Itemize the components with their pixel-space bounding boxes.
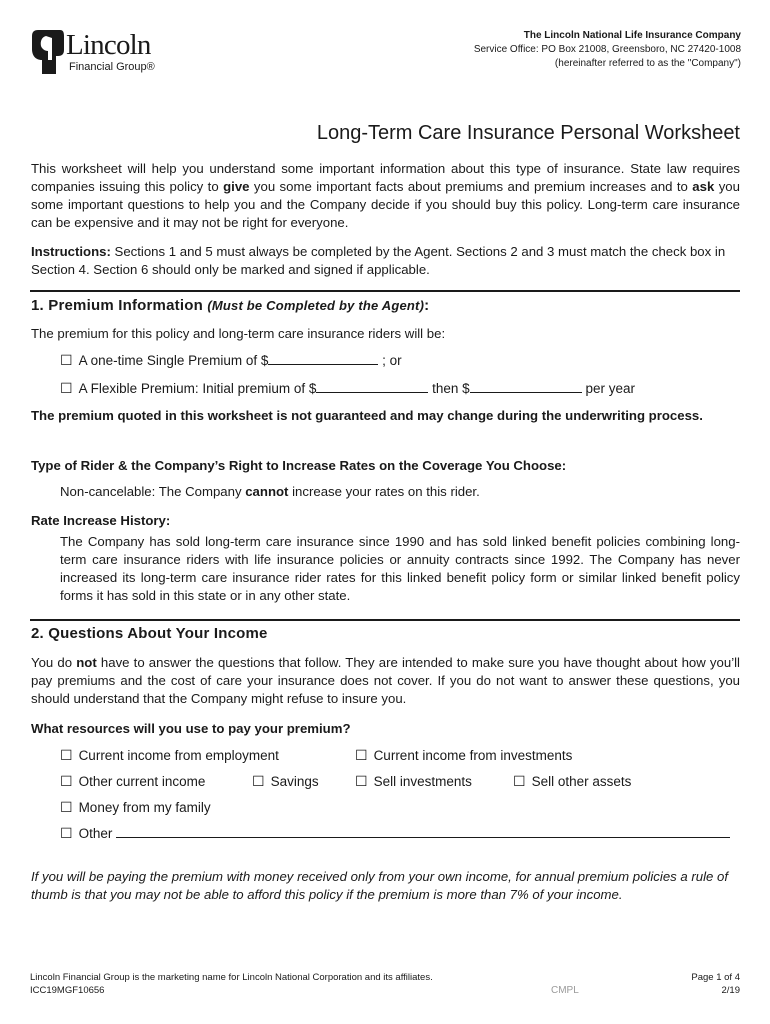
- instructions-text: Sections 1 and 5 must always be completed by the Agent. Sections 2 and 3 must match the check box in Section 4. Section 6 should only be marked and signed if applicable.: [31, 244, 726, 277]
- intro-give: give: [223, 179, 250, 194]
- resources-question: What resources will you use to pay your premium?: [31, 721, 351, 736]
- income-intro: [31, 654, 740, 708]
- option-investment-income[interactable]: [355, 747, 572, 764]
- sell-assets-label: Sell other assets: [531, 774, 632, 789]
- footer-marketing: Lincoln Financial Group is the marketing name for Lincoln National Corporation and its affiliates.: [30, 972, 433, 983]
- company-referred: (hereinafter referred to as the "Company"): [554, 58, 741, 69]
- checkbox-employment[interactable]: ☐: [60, 747, 73, 763]
- family-label: Money from my family: [78, 800, 211, 815]
- logo-subtitle: Financial Group®: [69, 61, 155, 73]
- other-label: Other: [78, 826, 113, 841]
- employment-label: Current income from employment: [78, 748, 279, 763]
- checkbox-flexible-premium[interactable]: ☐: [60, 380, 73, 396]
- rule-of-thumb: If you will be paying the premium with money received only from your own income, for annual premium policies a rule of thumb is that you may not be able to afford this policy if the premium is more than 7% of your income.: [31, 869, 729, 902]
- intro-text-3: you some important questions to help you and the Company decide if you should buy this policy. Long-term care insurance can be expensive and it may not be right for everyone.: [31, 179, 740, 230]
- section1-note: (Must be Completed by the Agent): [207, 298, 425, 313]
- not-guaranteed-notice: The premium quoted in this worksheet is not guaranteed and may change during the underwriting process.: [31, 408, 703, 423]
- company-info: [474, 29, 741, 71]
- intro-text-2: you some important facts about premiums and premium increases and to: [249, 179, 693, 194]
- section1-heading: [31, 297, 429, 314]
- initial-premium-input[interactable]: [316, 380, 428, 393]
- rider-heading: Type of Rider & the Company’s Right to Increase Rates on the Coverage You Choose:: [31, 458, 567, 473]
- rider-cannot: cannot: [245, 484, 289, 499]
- sell-investments-label: Sell investments: [373, 774, 472, 789]
- checkbox-other[interactable]: ☐: [60, 825, 73, 841]
- option-sell-investments[interactable]: [355, 773, 472, 790]
- option-employment[interactable]: [60, 747, 279, 764]
- history-text: The Company has sold long-term care insurance since 1990 and has sold linked benefit policies combining long-term care insurance riders with life insurance policies or annuity contracts since 1992. The Company has never increased its long-term care insurance rider rates for this linked benefit policy form or similar linked benefit policy forms it has sold in this state or in any other state.: [60, 534, 740, 603]
- footer-right: [691, 971, 740, 997]
- intro-paragraph: [31, 160, 740, 232]
- rider-text-2: increase your rates on this rider.: [288, 484, 480, 499]
- history-heading: Rate Increase History:: [31, 513, 171, 528]
- section1-colon: :: [424, 297, 430, 314]
- logo-wordmark: Lincoln: [66, 29, 151, 61]
- income-intro-not: not: [76, 655, 97, 670]
- single-premium-input[interactable]: [268, 352, 378, 365]
- page-title: Long-Term Care Insurance Personal Worksheet: [316, 122, 740, 144]
- option-sell-assets[interactable]: [513, 773, 631, 790]
- checkbox-family[interactable]: ☐: [60, 799, 73, 815]
- service-office: Service Office: PO Box 21008, Greensboro, NC 27420-1008: [473, 44, 741, 55]
- checkbox-sell-assets[interactable]: ☐: [513, 773, 526, 789]
- income-intro-2: have to answer the questions that follow. They are intended to make sure you have thought about how you’ll pay premiums and the cost of care your insurance does not cover. If you do not want to answer these questions, you should understand that the Company might refuse to insure you.: [31, 655, 740, 706]
- income-intro-1: You do: [31, 655, 77, 670]
- single-premium-or: ; or: [378, 353, 402, 368]
- option-other-income[interactable]: [60, 773, 205, 790]
- single-premium-label: A one-time Single Premium of $: [78, 353, 269, 368]
- checkbox-sell-investments[interactable]: ☐: [355, 773, 368, 789]
- savings-label: Savings: [270, 774, 319, 789]
- footer-date: 2/19: [721, 985, 740, 996]
- checkbox-investment-income[interactable]: ☐: [355, 747, 368, 763]
- investment-income-label: Current income from investments: [373, 748, 573, 763]
- option-savings[interactable]: [252, 773, 319, 790]
- footer-left: [30, 971, 433, 997]
- flexible-premium-option: [60, 380, 635, 397]
- flexible-premium-label: A Flexible Premium: Initial premium of $: [78, 381, 317, 396]
- footer-form-number: ICC19MGF10656: [30, 985, 105, 996]
- single-premium-option: [60, 352, 402, 369]
- section2-heading: 2. Questions About Your Income: [31, 625, 268, 642]
- checkbox-other-income[interactable]: ☐: [60, 773, 73, 789]
- other-input[interactable]: [116, 825, 730, 838]
- rider-text: [60, 483, 740, 501]
- then-label: then $: [428, 381, 470, 396]
- instructions: [31, 243, 740, 279]
- instructions-label: Instructions:: [31, 244, 111, 259]
- checkbox-savings[interactable]: ☐: [252, 773, 265, 789]
- other-income-label: Other current income: [78, 774, 206, 789]
- footer-page: Page 1 of 4: [691, 972, 740, 983]
- section1-rule: [30, 290, 740, 292]
- intro-ask: ask: [692, 179, 715, 194]
- intro-text-1: This worksheet will help you understand some important information about this type of insurance. State law requires companies issuing this policy to: [31, 161, 740, 194]
- rider-text-1: Non-cancelable: The Company: [60, 484, 246, 499]
- section2-rule: [30, 619, 740, 621]
- footer-cmpl: CMPL: [551, 985, 579, 996]
- per-year-label: per year: [581, 381, 635, 396]
- option-other[interactable]: [60, 825, 730, 842]
- annual-premium-input[interactable]: [470, 380, 582, 393]
- checkbox-single-premium[interactable]: ☐: [60, 352, 73, 368]
- section1-title: 1. Premium Information: [31, 297, 203, 314]
- option-family[interactable]: [60, 799, 211, 816]
- company-name: The Lincoln National Life Insurance Company: [523, 30, 741, 41]
- premium-intro: The premium for this policy and long-term care insurance riders will be:: [31, 326, 446, 341]
